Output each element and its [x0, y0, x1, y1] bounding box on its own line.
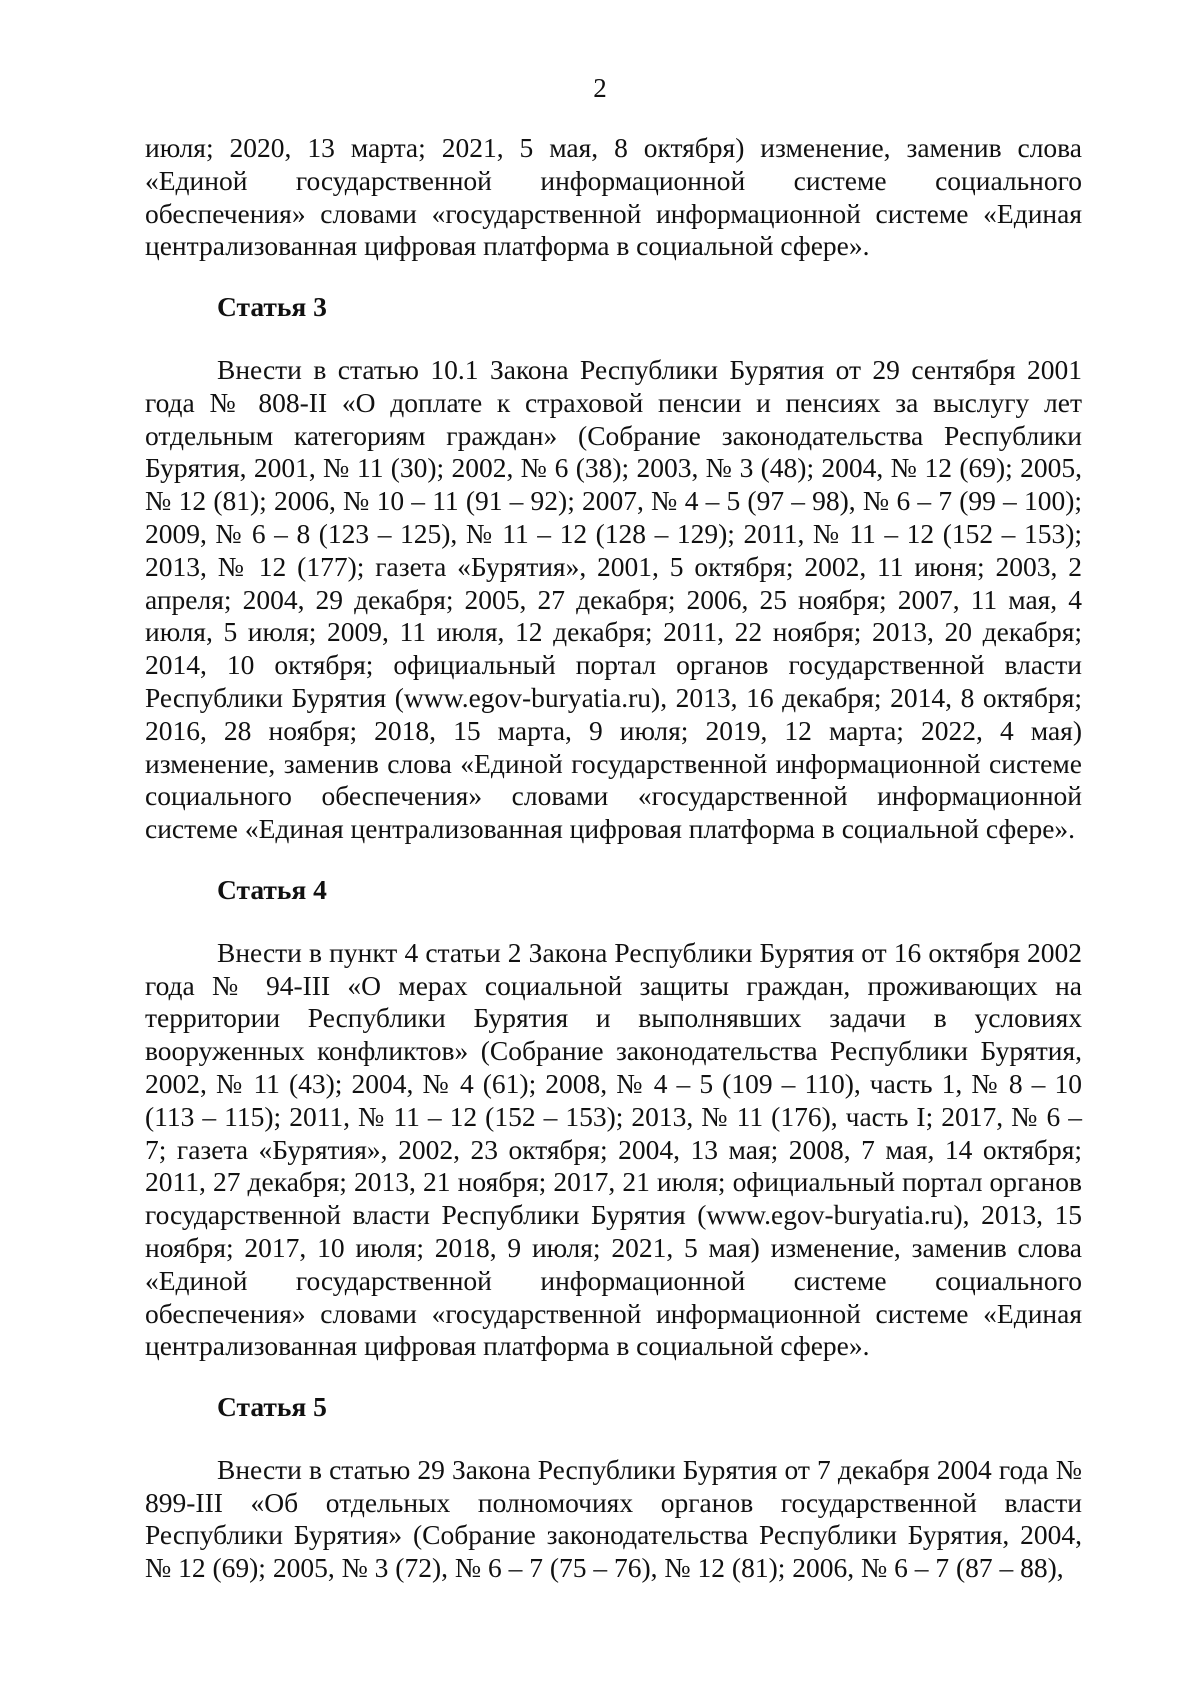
page-number: 2 — [593, 73, 607, 103]
article-paragraph: Внести в статью 10.1 Закона Республики Бурятия от 29 сентября 2001 года № 808-II «О доплате к страховой пенсии и пенсиях за выслугу лет отдельным категориям граждан» (Собрание законодательства Республики Бурятия, 2001, № 11 (30); 2002, № 6 (38); 2003, № 3 (48); 2004, № 12 (69); 2005, № 12 (81); 2006, № 10 – 11 (91 – 92); 2007, № 4 – 5 (97 – 98), № 6 – 7 (99 – 100); 2009, № 6 – 8 (123 – 125), № 11 – 12 (128 – 129); 2011, № 11 – 12 (152 – 153); 2013, № 12 (177); газета «Бурятия», 2001, 5 октября; 2002, 11 июня; 2003, 2 апреля; 2004, 29 декабря; 2005, 27 декабря; 2006, 25 ноября; 2007, 11 мая, 4 июля, 5 июля; 2009, 11 июля, 12 декабря; 2011, 22 ноября; 2013, 20 декабря; 2014, 10 октября; официальный портал органов государственной власти Республики Бурятия (www.egov-buryatia.ru), 2013, 16 декабря; 2014, 8 октября; 2016, 28 ноября; 2018, 15 марта, 9 июля; 2019, 12 марта; 2022, 4 мая) изменение, заменив слова «Единой государственной информационной системе социального обеспечения» словами «государственной информационной системе «Единая централизованная цифровая платформа в социальной сфере». — [145, 353, 1082, 845]
article-heading: Статья 3 — [217, 291, 327, 323]
document-body — [145, 132, 1082, 1585]
article-paragraph: Внести в статью 29 Закона Республики Бурятия от 7 декабря 2004 года № 899-III «Об отдельных полномочиях органов государственной власти Республики Бурятия» (Собрание законодательства Республики Бурятия, 2004, № 12 (69); 2005, № 3 (72), № 6 – 7 (75 – 76), № 12 (81); 2006, № 6 – 7 (87 – 88), — [145, 1453, 1082, 1584]
article-3 — [145, 291, 1082, 846]
article-4 — [145, 874, 1082, 1363]
article-paragraph: Внести в пункт 4 статьи 2 Закона Республики Бурятия от 16 октября 2002 года № 94-III «О мерах социальной защиты граждан, проживающих на территории Республики Бурятия и выполнявших задачи в условиях вооруженных конфликтов» (Собрание законодательства Республики Бурятия, 2002, № 11 (43); 2004, № 4 (61); 2008, № 4 – 5 (109 – 110), часть 1, № 8 – 10 (113 – 115); 2011, № 11 – 12 (152 – 153); 2013, № 11 (176), часть I; 2017, № 6 – 7; газета «Бурятия», 2002, 23 октября; 2004, 13 мая; 2008, 7 мая, 14 октября; 2011, 27 декабря; 2013, 21 ноября; 2017, 21 июля; официальный портал органов государственной власти Республики Бурятия (www.egov-buryatia.ru), 2013, 15 ноября; 2017, 10 июля; 2018, 9 июля; 2021, 5 мая) изменение, заменив слова «Единой государственной информационной системе социального обеспечения» словами «государственной информационной системе «Единая централизованная цифровая платформа в социальной сфере». — [145, 936, 1082, 1362]
continuation-paragraph: июля; 2020, 13 марта; 2021, 5 мая, 8 октября) изменение, заменив слова «Единой государственной информационной системе социального обеспечения» словами «государственной информационной системе «Единая централизованная цифровая платформа в социальной сфере». — [145, 132, 1082, 262]
article-5 — [145, 1391, 1082, 1585]
article-heading: Статья 5 — [217, 1391, 327, 1423]
article-heading: Статья 4 — [217, 873, 327, 905]
